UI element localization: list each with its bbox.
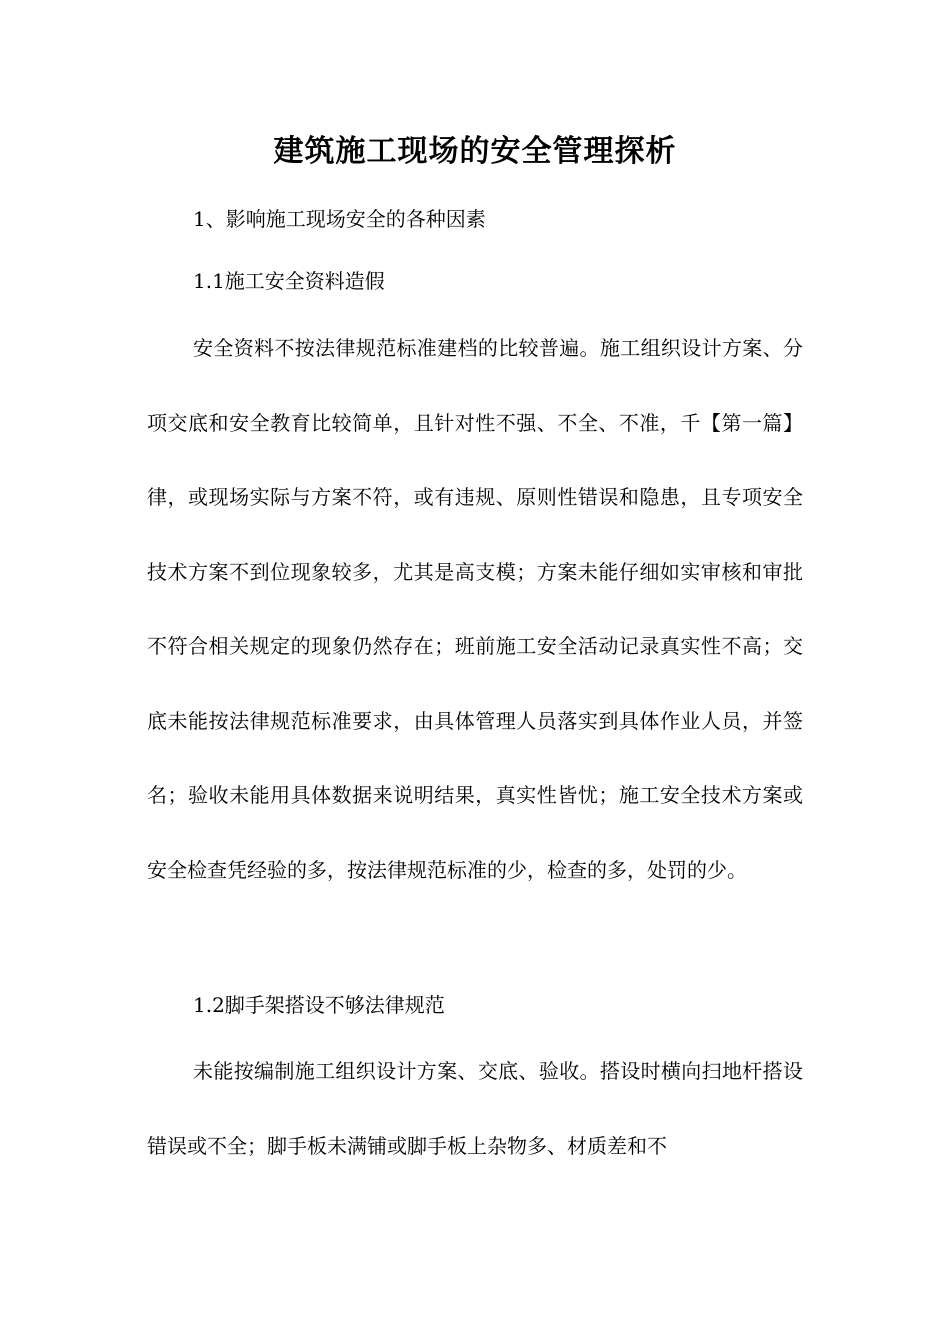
document-title: 建筑施工现场的安全管理探析: [273, 134, 677, 169]
section-heading-1: 1、影响施工现场安全的各种因素: [193, 207, 486, 231]
section-heading-1-2: 1.2脚手架搭设不够法律规范: [193, 993, 445, 1017]
section-1-1-paragraph: 安全资料不按法律规范标准建档的比较普遍。施工组织设计方案、分项交底和安全教育比较简单，且针对性不强、不全、不准，千【第一篇】律，或现场实际与方案不符，或有违规、原则性错误和隐患，且专项安全技术方案不到位现象较多，尤其是高支模；方案未能仔细如实审核和审批不符合相关规定的现象仍然存在；班前施工安全活动记录真实性不高；交底未能按法律规范标准要求，由具体管理人员落实到具体作业人员，并签名；验收未能用具体数据来说明结果，真实性皆忧；施工安全技术方案或安全检查凭经验的多，按法律规范标准的少，检查的多，处罚的少。: [147, 336, 803, 882]
section-1-2-paragraph: 未能按编制施工组织设计方案、交底、验收。搭设时横向扫地杆搭设错误或不全；脚手板未满铺或脚手板上杂物多、材质差和不: [147, 1059, 803, 1158]
section-heading-1-1: 1.1施工安全资料造假: [193, 269, 385, 293]
